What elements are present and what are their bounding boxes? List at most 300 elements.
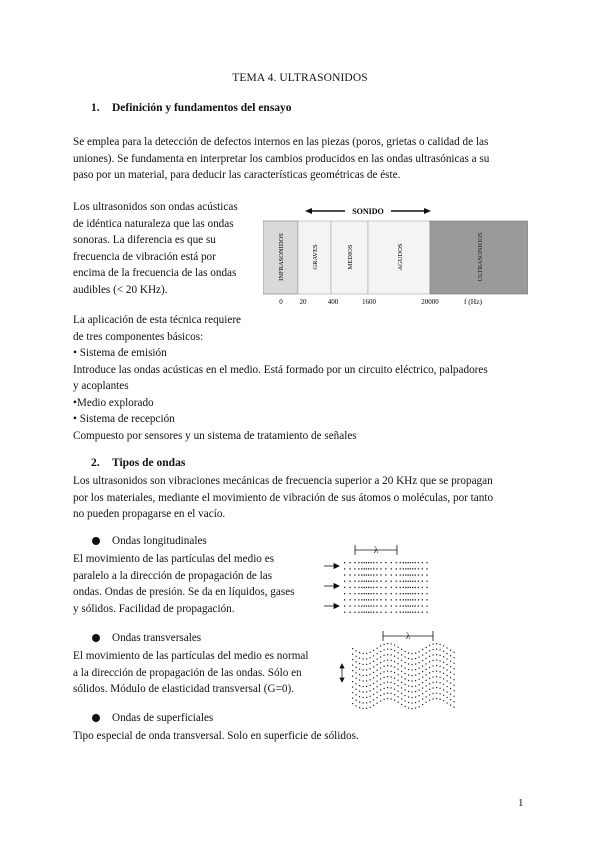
particle-dot — [385, 612, 386, 613]
particle-dot — [354, 599, 355, 600]
particle-dot — [370, 663, 371, 664]
particle-dot — [363, 708, 364, 709]
particle-dot — [405, 574, 406, 575]
particle-dot — [454, 685, 455, 686]
particle-dot — [443, 695, 444, 696]
particle-dot — [405, 656, 406, 657]
particle-dot — [391, 693, 392, 694]
particle-dot — [359, 669, 360, 670]
particle-dot — [415, 605, 416, 606]
particle-dot — [405, 593, 406, 594]
particle-dot — [418, 599, 419, 600]
particle-dot — [370, 701, 371, 702]
particle-dot — [405, 689, 406, 690]
particle-dot — [376, 581, 377, 582]
particle-dot — [410, 574, 411, 575]
lambda-label: λ — [405, 631, 411, 641]
particle-dot — [410, 599, 411, 600]
particle-dot — [412, 692, 413, 693]
section-2-heading: Tipos de ondas — [112, 457, 186, 469]
particle-dot — [408, 658, 409, 659]
particle-dot — [412, 562, 413, 563]
particle-dot — [344, 574, 345, 575]
particle-dot — [363, 697, 364, 698]
particle-dot — [422, 605, 423, 606]
particle-dot — [422, 574, 423, 575]
particle-dot — [454, 663, 455, 664]
particle-dot — [401, 660, 402, 661]
particle-dot — [398, 691, 399, 692]
text-line: La aplicación de esta técnica requiere — [73, 314, 242, 326]
particle-dot — [370, 696, 371, 697]
particle-dot — [380, 605, 381, 606]
particle-dot — [447, 691, 448, 692]
particle-dot — [426, 581, 427, 582]
particle-dot — [429, 694, 430, 695]
particle-dot — [354, 568, 355, 569]
particle-dot — [419, 651, 420, 652]
particle-dot — [450, 672, 451, 673]
particle-dot — [396, 587, 397, 588]
particle-dot — [408, 581, 409, 582]
particle-dot — [391, 574, 392, 575]
particle-dot — [344, 587, 345, 588]
text-line: Introduce las ondas acústicas en el medio. Está formado por un circuito eléctrico, palpadores — [73, 363, 488, 376]
particle-dot — [426, 658, 427, 659]
particle-dot — [366, 664, 367, 665]
particle-dot — [387, 649, 388, 650]
particle-dot — [344, 581, 345, 582]
axis-label-f: f (Hz) — [463, 297, 483, 306]
particle-dot — [370, 568, 371, 569]
particle-dot — [450, 688, 451, 689]
particle-dot — [373, 705, 374, 706]
particle-dot — [373, 612, 374, 613]
particle-dot — [433, 676, 434, 677]
particle-dot — [394, 672, 395, 673]
particle-dot — [364, 568, 365, 569]
wave-name: Ondas de superficiales — [112, 712, 214, 724]
particle-dot — [373, 599, 374, 600]
particle-dot — [368, 562, 369, 563]
particle-dot — [426, 647, 427, 648]
particle-dot — [366, 675, 367, 676]
particle-dot — [422, 688, 423, 689]
particle-dot — [370, 562, 371, 563]
particle-dot — [436, 687, 437, 688]
particle-dot — [412, 587, 413, 588]
particle-dot — [380, 645, 381, 646]
particle-dot — [359, 674, 360, 675]
particle-dot — [403, 581, 404, 582]
particle-dot — [385, 587, 386, 588]
band-label-medios: MEDIOS — [347, 244, 354, 270]
particle-dot — [426, 691, 427, 692]
particle-dot — [359, 702, 360, 703]
particle-dot — [412, 686, 413, 687]
particle-dot — [410, 587, 411, 588]
particle-dot — [426, 568, 427, 569]
particle-dot — [349, 562, 350, 563]
particle-dot — [405, 599, 406, 600]
band-label-graves: GRAVES — [312, 244, 319, 270]
particle-dot — [366, 697, 367, 698]
particle-dot — [359, 696, 360, 697]
particle-dot — [363, 653, 364, 654]
particle-dot — [447, 697, 448, 698]
particle-dot — [429, 672, 430, 673]
particle-dot — [363, 669, 364, 670]
particle-dot — [426, 562, 427, 563]
particle-dot — [415, 702, 416, 703]
particle-dot — [436, 676, 437, 677]
particle-dot — [373, 593, 374, 594]
particle-dot — [422, 682, 423, 683]
particle-dot — [352, 665, 353, 666]
particle-dot — [373, 587, 374, 588]
particle-dot — [440, 649, 441, 650]
particle-dot — [415, 664, 416, 665]
bullet-icon — [92, 537, 100, 545]
particle-dot — [352, 659, 353, 660]
particle-dot — [359, 680, 360, 681]
particle-dot — [408, 680, 409, 681]
particle-dot — [396, 581, 397, 582]
particle-dot — [436, 682, 437, 683]
particle-dot — [408, 696, 409, 697]
particle-dot — [373, 666, 374, 667]
ultrasound-definition — [73, 199, 273, 298]
particle-dot — [354, 587, 355, 588]
particle-dot — [400, 574, 401, 575]
sonido-label: SONIDO — [352, 207, 384, 216]
text-line: El movimiento de las partículas del medio es normal — [73, 650, 309, 662]
particle-dot — [387, 665, 388, 666]
particle-dot — [356, 694, 357, 695]
particle-dot — [373, 661, 374, 662]
particle-dot — [422, 655, 423, 656]
particle-dot — [405, 673, 406, 674]
particle-dot — [418, 587, 419, 588]
particle-dot — [384, 666, 385, 667]
particle-dot — [366, 612, 367, 613]
particle-dot — [377, 703, 378, 704]
particle-dot — [376, 568, 377, 569]
particle-dot — [412, 697, 413, 698]
particle-dot — [447, 664, 448, 665]
particle-dot — [396, 568, 397, 569]
particle-dot — [436, 693, 437, 694]
particle-dot — [354, 574, 355, 575]
text-line: no pueden propagarse en el vacío. — [73, 508, 226, 520]
particle-dot — [450, 655, 451, 656]
particle-dot — [376, 562, 377, 563]
particle-dot — [426, 680, 427, 681]
particle-dot — [344, 562, 345, 563]
particle-dot — [403, 612, 404, 613]
particle-dot — [373, 672, 374, 673]
particle-dot — [422, 693, 423, 694]
particle-dot — [403, 587, 404, 588]
particle-dot — [396, 599, 397, 600]
particle-dot — [440, 660, 441, 661]
particle-dot — [366, 653, 367, 654]
particle-dot — [412, 653, 413, 654]
particle-dot — [405, 612, 406, 613]
particle-dot — [398, 669, 399, 670]
wave-longitudinal-text — [73, 551, 323, 617]
particle-dot — [384, 644, 385, 645]
particle-dot — [426, 574, 427, 575]
particle-dot — [344, 605, 345, 606]
particle-dot — [440, 655, 441, 656]
particle-dot — [408, 612, 409, 613]
particle-dot — [440, 688, 441, 689]
particle-dot — [385, 605, 386, 606]
particle-dot — [454, 701, 455, 702]
particle-dot — [450, 661, 451, 662]
particle-dot — [429, 683, 430, 684]
particle-dot — [454, 707, 455, 708]
text-line: paralelo a la dirección de propagación de las — [73, 569, 273, 582]
particle-dot — [370, 685, 371, 686]
sonido-arrow-right — [424, 208, 431, 214]
particle-dot — [440, 644, 441, 645]
particle-dot — [349, 581, 350, 582]
particle-dot — [363, 664, 364, 665]
particle-dot — [394, 700, 395, 701]
particle-dot — [443, 684, 444, 685]
text-line: El movimiento de las partículas del medio es — [73, 553, 275, 565]
particle-dot — [429, 689, 430, 690]
components-list — [73, 312, 543, 444]
text-line: sólidos. Módulo de elasticidad transversal (G=0). — [73, 683, 295, 695]
text-line: y acoplantes — [73, 380, 129, 392]
particle-dot — [418, 568, 419, 569]
particle-dot — [391, 643, 392, 644]
particle-dot — [370, 612, 371, 613]
particle-dot — [396, 605, 397, 606]
particle-dot — [376, 605, 377, 606]
particle-dot — [366, 599, 367, 600]
particle-dot — [426, 669, 427, 670]
particle-dot — [385, 581, 386, 582]
particle-dot — [364, 599, 365, 600]
particle-dot — [349, 605, 350, 606]
particle-dot — [405, 581, 406, 582]
particle-dot — [384, 660, 385, 661]
particle-dot — [454, 690, 455, 691]
particle-dot — [391, 687, 392, 688]
particle-dot — [349, 612, 350, 613]
particle-dot — [363, 691, 364, 692]
particle-dot — [415, 686, 416, 687]
particle-dot — [433, 687, 434, 688]
particle-dot — [359, 685, 360, 686]
particle-dot — [433, 698, 434, 699]
particle-dot — [384, 682, 385, 683]
particle-dot — [426, 702, 427, 703]
particle-dot — [356, 656, 357, 657]
particle-dot — [405, 667, 406, 668]
lambda-label: λ — [373, 545, 379, 555]
particle-dot — [443, 667, 444, 668]
particle-dot — [366, 568, 367, 569]
particle-dot — [373, 677, 374, 678]
particle-dot — [400, 605, 401, 606]
particle-dot — [412, 708, 413, 709]
particle-dot — [387, 660, 388, 661]
particle-dot — [380, 695, 381, 696]
particle-dot — [387, 693, 388, 694]
particle-dot — [361, 581, 362, 582]
text-line: paso por un material, para deducir las características geométricas de éste. — [73, 169, 401, 181]
particle-dot — [354, 612, 355, 613]
particle-dot — [391, 612, 392, 613]
particle-dot — [450, 650, 451, 651]
particle-dot — [433, 654, 434, 655]
particle-dot — [415, 562, 416, 563]
list-item: •Medio explorado — [73, 396, 154, 409]
particle-dot — [394, 667, 395, 668]
particle-dot — [366, 581, 367, 582]
particle-dot — [368, 593, 369, 594]
particle-dot — [366, 562, 367, 563]
particle-dot — [358, 587, 359, 588]
particle-dot — [361, 574, 362, 575]
particle-dot — [396, 574, 397, 575]
particle-dot — [418, 605, 419, 606]
particle-dot — [447, 686, 448, 687]
particle-dot — [370, 587, 371, 588]
particle-dot — [380, 656, 381, 657]
particle-dot — [373, 699, 374, 700]
particle-dot — [450, 699, 451, 700]
particle-dot — [366, 574, 367, 575]
particle-dot — [410, 562, 411, 563]
particle-dot — [394, 650, 395, 651]
particle-dot — [405, 568, 406, 569]
particle-dot — [415, 708, 416, 709]
particle-dot — [419, 684, 420, 685]
particle-dot — [366, 702, 367, 703]
particle-dot — [370, 707, 371, 708]
particle-dot — [408, 663, 409, 664]
wave-transversal-text — [73, 648, 343, 698]
bullet-icon — [92, 634, 100, 642]
band-label-agudos: AGUDOS — [397, 243, 404, 271]
particle-dot — [394, 678, 395, 679]
particle-dot — [426, 685, 427, 686]
particle-dot — [412, 612, 413, 613]
particle-dot — [366, 691, 367, 692]
particle-dot — [403, 605, 404, 606]
particle-dot — [373, 562, 374, 563]
particle-dot — [364, 612, 365, 613]
particle-dot — [410, 612, 411, 613]
particle-dot — [358, 568, 359, 569]
tick-400: 400 — [327, 298, 339, 306]
particle-dot — [403, 562, 404, 563]
particle-dot — [447, 680, 448, 681]
particle-dot — [368, 587, 369, 588]
particle-dot — [419, 673, 420, 674]
particle-dot — [366, 593, 367, 594]
particle-dot — [408, 669, 409, 670]
particle-dot — [370, 674, 371, 675]
particle-dot — [419, 668, 420, 669]
wave-name: Ondas longitudinales — [112, 535, 207, 547]
particle-dot — [370, 574, 371, 575]
particle-dot — [450, 683, 451, 684]
particle-dot — [400, 612, 401, 613]
particle-dot — [385, 574, 386, 575]
particle-dot — [401, 676, 402, 677]
particle-dot — [354, 562, 355, 563]
particle-dot — [433, 671, 434, 672]
particle-dot — [344, 612, 345, 613]
text-line: uniones). Se fundamenta en interpretar los cambios producidos en las ondas ultrasónicas a su — [73, 152, 490, 165]
particle-dot — [373, 688, 374, 689]
particle-dot — [380, 587, 381, 588]
particle-dot — [373, 568, 374, 569]
particle-dot — [352, 648, 353, 649]
particle-dot — [370, 668, 371, 669]
particle-dot — [440, 677, 441, 678]
tick-0: 0 — [279, 298, 283, 306]
particle-dot — [412, 568, 413, 569]
particle-dot — [426, 605, 427, 606]
particle-dot — [419, 690, 420, 691]
particle-dot — [418, 581, 419, 582]
particle-dot — [387, 687, 388, 688]
particle-dot — [373, 655, 374, 656]
particle-dot — [436, 643, 437, 644]
particle-dot — [352, 681, 353, 682]
particle-dot — [385, 568, 386, 569]
particle-dot — [408, 707, 409, 708]
particle-dot — [363, 686, 364, 687]
text-line: ondas. Ondas de presión. Se da en líquidos, gases — [73, 586, 295, 598]
particle-dot — [405, 700, 406, 701]
section-2-number: 2. — [91, 457, 100, 469]
particle-dot — [398, 663, 399, 664]
particle-dot — [436, 698, 437, 699]
section-1-heading: Definición y fundamentos del ensayo — [112, 102, 292, 114]
particle-dot — [415, 593, 416, 594]
particle-dot — [405, 651, 406, 652]
particle-dot — [380, 651, 381, 652]
list-item: • Sistema de recepción — [73, 413, 175, 425]
particle-dot — [394, 656, 395, 657]
text-line: Compuesto por sensores y un sistema de tratamiento de señales — [73, 429, 357, 442]
particle-dot — [403, 568, 404, 569]
particle-dot — [447, 669, 448, 670]
particle-dot — [373, 581, 374, 582]
particle-dot — [412, 581, 413, 582]
particle-dot — [429, 667, 430, 668]
particle-dot — [349, 568, 350, 569]
particle-dot — [377, 686, 378, 687]
particle-dot — [415, 675, 416, 676]
particle-dot — [447, 702, 448, 703]
particle-dot — [426, 652, 427, 653]
particle-dot — [363, 702, 364, 703]
particle-dot — [377, 664, 378, 665]
particle-dot — [356, 678, 357, 679]
wave-name: Ondas transversales — [112, 632, 202, 644]
particle-dot — [387, 682, 388, 683]
